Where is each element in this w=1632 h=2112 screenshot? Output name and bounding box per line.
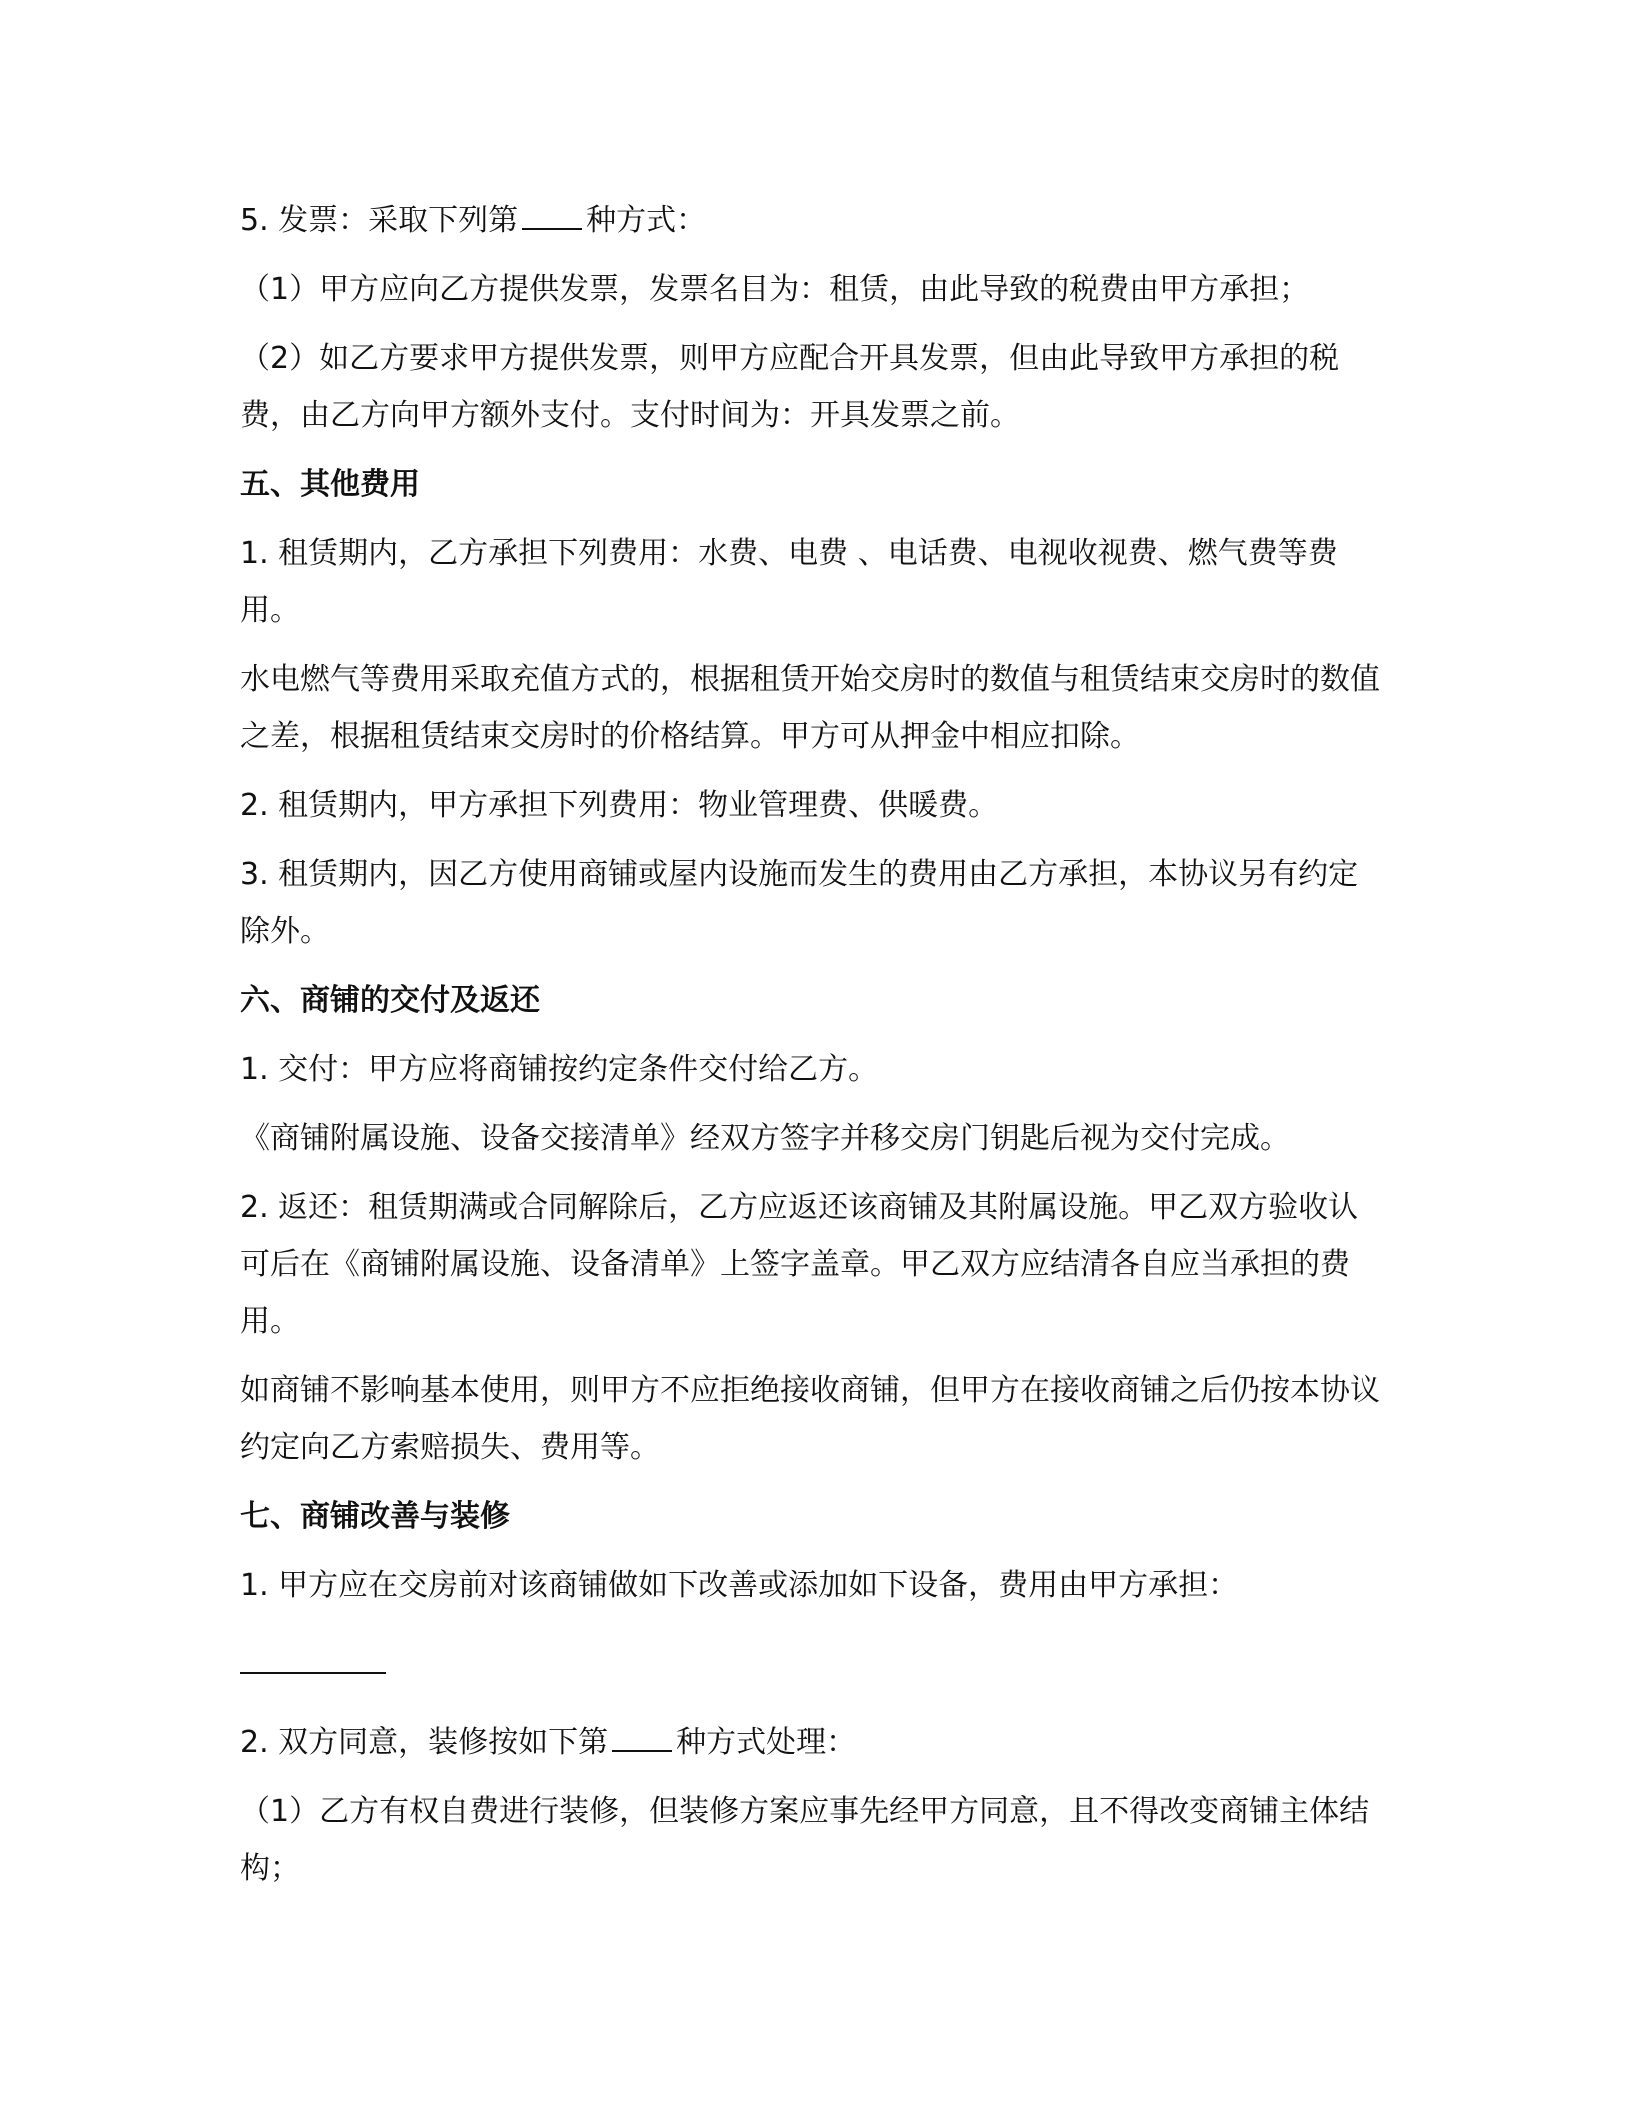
fill-in-blank bbox=[522, 198, 582, 230]
paragraph: 2. 返还：租赁期满或合同解除后，乙方应返还该商铺及其附属设施。甲乙双方验收认可后在《商铺附属设施、设备清单》上签字盖章。甲乙双方应结清各自应当承担的费用。 bbox=[240, 1190, 1359, 1339]
paragraph: 1. 交付：甲方应将商铺按约定条件交付给乙方。 bbox=[240, 1052, 879, 1087]
invoice-clause-text-end: 种方式： bbox=[586, 203, 707, 238]
paragraph: 1. 甲方应在交房前对该商铺做如下改善或添加如下设备，费用由甲方承担： bbox=[240, 1568, 1239, 1603]
fill-in-line bbox=[240, 1672, 386, 1674]
paragraph: 水电燃气等费用采取充值方式的，根据租赁开始交房时的数值与租赁结束交房时的数值之差，根据租赁结束交房时的价格结算。甲方可从押金中相应扣除。 bbox=[240, 662, 1380, 754]
paragraph: 《商铺附属设施、设备交接清单》经双方签字并移交房门钥匙后视为交付完成。 bbox=[240, 1121, 1290, 1156]
invoice-clause-text: 5. 发票：采取下列第 bbox=[240, 203, 519, 238]
paragraph: 如商铺不影响基本使用，则甲方不应拒绝接收商铺，但甲方在接收商铺之后仍按本协议约定向乙方索赔损失、费用等。 bbox=[240, 1373, 1380, 1465]
paragraph: 1. 租赁期内，乙方承担下列费用：水费、电费 、电话费、电视收视费、燃气费等费用。 bbox=[240, 536, 1338, 628]
decoration-clause bbox=[240, 1714, 1380, 1771]
decoration-clause-text-end: 种方式处理： bbox=[676, 1725, 857, 1760]
fill-in-blank bbox=[612, 1720, 672, 1752]
section-heading: 七、商铺改善与装修 bbox=[240, 1499, 510, 1534]
paragraph: （1）甲方应向乙方提供发票，发票名目为：租赁，由此导致的税费由甲方承担； bbox=[240, 272, 1310, 307]
invoice-clause bbox=[240, 192, 1380, 249]
paragraph: （1）乙方有权自费进行装修，但装修方案应事先经甲方同意，且不得改变商铺主体结构； bbox=[240, 1794, 1370, 1886]
decoration-clause-text: 2. 双方同意，装修按如下第 bbox=[240, 1725, 609, 1760]
section-heading: 六、商铺的交付及返还 bbox=[240, 983, 540, 1018]
paragraph: 2. 租赁期内，甲方承担下列费用：物业管理费、供暖费。 bbox=[240, 788, 999, 823]
section-heading: 五、其他费用 bbox=[240, 467, 420, 502]
paragraph: 3. 租赁期内，因乙方使用商铺或屋内设施而发生的费用由乙方承担，本协议另有约定除外。 bbox=[240, 857, 1359, 949]
paragraph: （2）如乙方要求甲方提供发票，则甲方应配合开具发票，但由此导致甲方承担的税费，由乙方向甲方额外支付。支付时间为：开具发票之前。 bbox=[240, 341, 1340, 433]
document-body bbox=[240, 192, 1380, 1909]
